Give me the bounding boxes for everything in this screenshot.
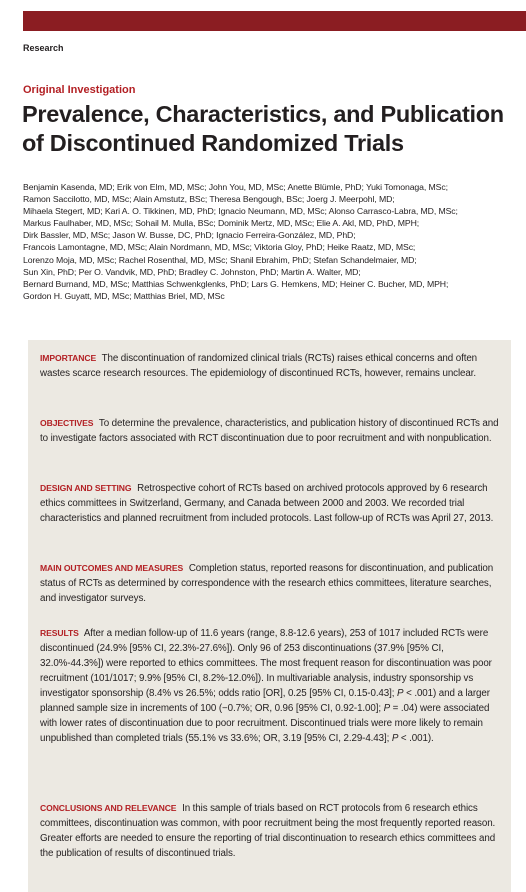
author-line: Dirk Bassler, MD, MSc; Jason W. Busse, DC, PhD; Ignacio Ferreira-González, MD, PhD;: [23, 230, 356, 241]
author-line: Markus Faulhaber, MD, MSc; Sohail M. Mulla, BSc; Dominik Mertz, MD, MSc; Elie A. Akl, MD, PhD, MPH;: [23, 218, 420, 229]
results-text-2: < .001) and a larger planned sample size in increments of 100 (−0.7%; OR, 0.96 [95% CI, 0.92-1.00];: [40, 688, 490, 714]
abstract-conclusions: [40, 801, 502, 861]
article-title: Prevalence, Characteristics, and Publication of Discontinued Randomized Trials: [22, 101, 504, 156]
section-label: Research: [23, 43, 64, 53]
p-value-symbol: P: [391, 733, 399, 744]
abstract-importance: [40, 351, 502, 381]
p-value-symbol: P: [397, 688, 404, 699]
conclusions-text: In this sample of trials based on RCT protocols from 6 research ethics committees, discontinuation was common, with poor recruitment being the most frequently reported reason. Greater efforts are needed to ensure the reporting of trial discontinuation to research ethics committees and the publication of results of discontinued trials.: [40, 803, 496, 859]
abstract-results: [40, 626, 502, 746]
p-value-symbol: P: [383, 703, 391, 714]
results-text-4: < .001).: [398, 733, 434, 744]
results-heading: RESULTS: [40, 628, 79, 638]
author-line: Francois Lamontagne, MD, MSc; Alain Nordmann, MD, MSc; Viktoria Gloy, PhD; Heike Raatz, MD, MSc;: [23, 242, 416, 253]
outcomes-heading: MAIN OUTCOMES AND MEASURES: [40, 563, 184, 573]
importance-heading: IMPORTANCE: [40, 353, 97, 363]
abstract-objectives: [40, 416, 502, 446]
author-line: Mihaela Stegert, MD; Kari A. O. Tikkinen, MD, PhD; Ignacio Neumann, MD, MSc; Alonso Carrasco-Labra, MD, MSc;: [23, 206, 458, 217]
design-text: Retrospective cohort of RCTs based on archived protocols approved by 6 research ethics committees in Switzerland, Germany, and Canada between 2000 and 2003. We recorded trial characteristics and planned recruitment from included protocols. Last follow-up of RCTs was April 27, 2013.: [40, 483, 494, 524]
author-line: Benjamin Kasenda, MD; Erik von Elm, MD, MSc; John You, MD, MSc; Anette Blümle, PhD; Yuki Tomonaga, MSc;: [23, 182, 448, 192]
author-list: [23, 181, 521, 302]
conclusions-heading: CONCLUSIONS AND RELEVANCE: [40, 803, 177, 813]
abstract-box: [28, 340, 511, 892]
author-line: Bernard Burnand, MD, MSc; Matthias Schwenkglenks, PhD; Lars G. Hemkens, MD; Heiner C. Bucher, MD, MPH;: [23, 278, 449, 289]
author-line: Gordon H. Guyatt, MD, MSc; Matthias Briel, MD, MSc: [23, 290, 225, 301]
results-text-1: After a median follow-up of 11.6 years (range, 8.8-12.6 years), 253 of 1017 included RCTs were discontinued (24.9% [95% CI, 22.3%-27.6%]). Only 96 of 253 discontinuations (37.9% [95% CI, 32.0%-44.3%]) were reported to ethics committees. The most frequent reason for discontinuation was poor recruitment (101/1017; 9.9% [95% CI, 8.2%-12.0%]). In multivariable analysis, industry sponsorship vs investigator sponsorship (8.4% vs 26.5%; odds ratio [OR], 0.25 [95% CI, 0.15-0.43];: [40, 628, 492, 699]
author-line: Lorenzo Moja, MD, MSc; Rachel Rosenthal, MD, MSc; Shanil Ebrahim, PhD; Stefan Schandelmaier, MD;: [23, 254, 417, 265]
journal-banner: [23, 11, 526, 31]
design-heading: DESIGN AND SETTING: [40, 483, 132, 493]
objectives-heading: OBJECTIVES: [40, 418, 94, 428]
author-line: Sun Xin, PhD; Per O. Vandvik, MD, PhD; Bradley C. Johnston, PhD; Martin A. Walter, MD;: [23, 266, 361, 277]
outcomes-text: Completion status, reported reasons for discontinuation, and publication status of RCTs as determined by correspondence with the research ethics committees, literature searches, and investigator surveys.: [40, 563, 494, 604]
results-text-3: = .04) were associated with lower rates of discontinuation due to poor recruitment. Discontinued trials were more likely to remain unpublished than completed trials (55.1% vs 33.6%; OR, 3.19 [95% CI, 2.29-4.43];: [40, 703, 490, 744]
abstract-design: [40, 481, 502, 526]
author-line: Ramon Saccilotto, MD, MSc; Alain Amstutz, BSc; Theresa Bengough, BSc; Joerg J. Meerpohl, MD;: [23, 194, 395, 205]
objectives-text: To determine the prevalence, characteristics, and publication history of discontinued RCTs and to investigate factors associated with RCT discontinuation due to poor recruitment and with nonpublication.: [40, 418, 499, 444]
importance-text: The discontinuation of randomized clinical trials (RCTs) raises ethical concerns and often wastes scarce research resources. The epidemiology of discontinued RCTs, however, remains unclear.: [40, 353, 478, 379]
article-type: Original Investigation: [23, 84, 136, 96]
abstract-outcomes: [40, 561, 502, 606]
